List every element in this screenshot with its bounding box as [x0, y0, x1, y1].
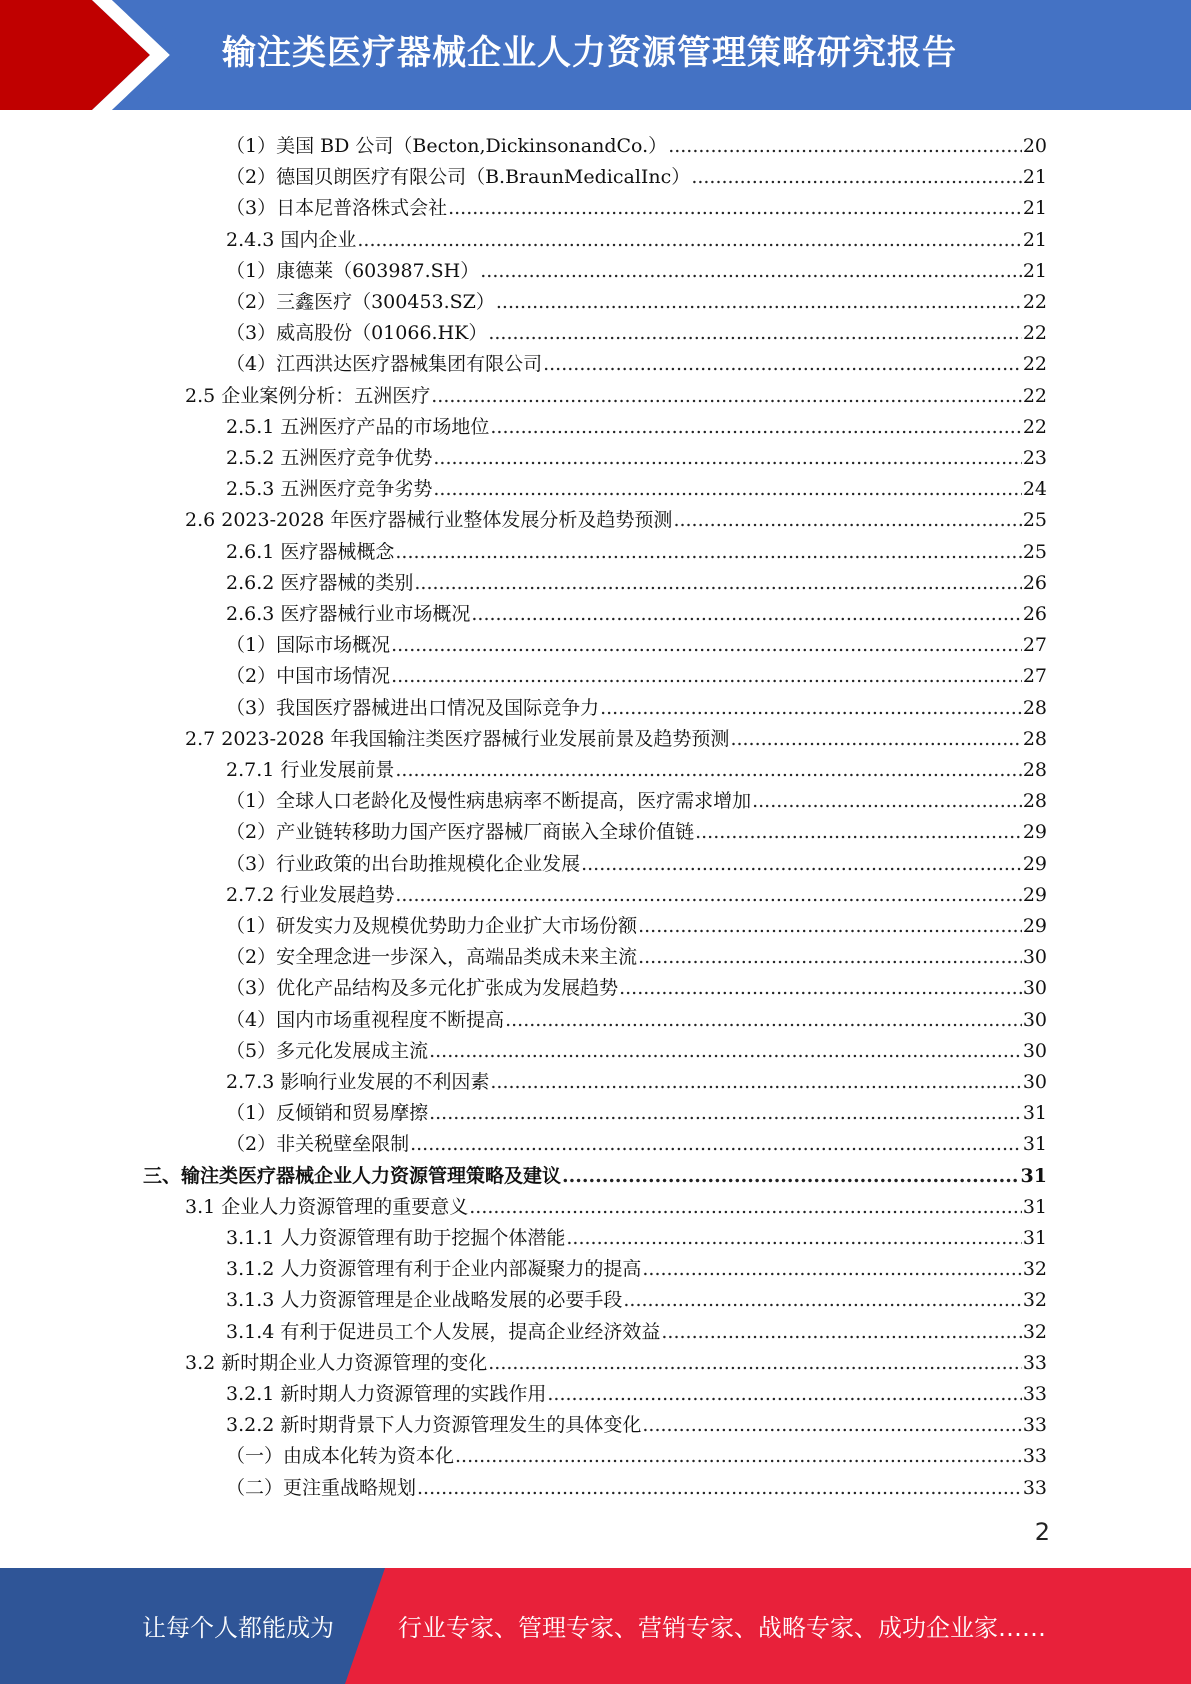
toc-entry-page: 31 [1022, 1133, 1047, 1156]
toc-entry[interactable] [226, 783, 1047, 814]
toc-entry-title: 2.5.1 五洲医疗产品的市场地位 [226, 415, 490, 438]
toc-entry[interactable] [226, 409, 1047, 440]
toc-dot-leader [490, 414, 1021, 440]
toc-entry-page: 31 [1022, 1102, 1047, 1125]
toc-entry[interactable] [226, 1002, 1047, 1033]
toc-dot-leader [673, 507, 1021, 533]
toc-entry-title: （3）日本尼普洛株式会社 [226, 197, 448, 220]
toc-dot-leader [417, 1475, 1022, 1501]
toc-entry[interactable] [226, 315, 1047, 346]
toc-dot-leader [357, 227, 1021, 253]
toc-dot-leader [638, 944, 1022, 970]
toc-entry[interactable] [185, 378, 1047, 409]
toc-dot-leader [448, 195, 1022, 221]
toc-dot-leader [429, 1038, 1022, 1064]
toc-entry-page: 33 [1022, 1383, 1047, 1405]
toc-entry-title: 3.1.1 人力资源管理有助于挖掘个体潜能 [226, 1227, 566, 1249]
toc-entry[interactable] [226, 939, 1047, 970]
toc-dot-leader [691, 164, 1022, 190]
toc-entry-page: 31 [1020, 1164, 1047, 1187]
toc-entry[interactable] [226, 1251, 1047, 1282]
toc-entry-title: 2.7.3 影响行业发展的不利因素 [226, 1071, 490, 1093]
toc-entry-title: 2.6.1 医疗器械概念 [226, 540, 395, 563]
toc-entry-page: 33 [1022, 1414, 1047, 1437]
toc-entry-page: 29 [1022, 883, 1047, 906]
toc-dot-leader [581, 851, 1022, 877]
toc-entry-page: 22 [1022, 415, 1047, 438]
toc-entry-title: （1）反倾销和贸易摩擦 [226, 1102, 429, 1125]
toc-entry-title: （一）由成本化转为资本化 [226, 1445, 455, 1468]
toc-entry-page: 30 [1022, 1039, 1047, 1062]
toc-dot-leader [433, 476, 1021, 502]
toc-dot-leader [455, 1443, 1022, 1469]
toc-entry[interactable] [226, 596, 1047, 627]
toc-entry[interactable] [143, 1158, 1047, 1189]
toc-entry[interactable] [226, 1220, 1047, 1251]
toc-entry-page: 30 [1022, 977, 1047, 1000]
toc-entry-page: 28 [1022, 727, 1047, 750]
toc-dot-leader [619, 975, 1022, 1001]
toc-entry[interactable] [226, 346, 1047, 377]
toc-entry-page: 22 [1022, 322, 1047, 345]
toc-entry-page: 29 [1022, 915, 1047, 937]
toc-entry[interactable] [226, 908, 1047, 939]
toc-entry-page: 33 [1022, 1351, 1047, 1374]
toc-entry-title: （4）江西洪达医疗器械集团有限公司 [226, 353, 543, 376]
toc-dot-leader [496, 289, 1022, 315]
toc-entry-title: 2.7 2023-2028 年我国输注类医疗器械行业发展前景及趋势预测 [185, 727, 730, 750]
toc-entry-page: 30 [1022, 946, 1047, 969]
toc-dot-leader [668, 133, 1022, 159]
toc-entry-page: 24 [1022, 478, 1047, 501]
toc-entry-page: 22 [1022, 291, 1047, 313]
toc-entry-page: 31 [1022, 1227, 1047, 1249]
toc-dot-leader [480, 258, 1022, 284]
toc-entry-title: 3.2.1 新时期人力资源管理的实践作用 [226, 1383, 547, 1405]
toc-entry-title: 2.5.3 五洲医疗竞争劣势 [226, 478, 433, 501]
toc-entry-page: 28 [1022, 696, 1047, 719]
toc-entry-title: （二）更注重战略规划 [226, 1476, 417, 1499]
toc-entry[interactable] [226, 658, 1047, 689]
toc-entry-title: 3.2 新时期企业人力资源管理的变化 [185, 1351, 488, 1374]
toc-entry[interactable] [226, 159, 1047, 190]
toc-entry-page: 33 [1022, 1476, 1047, 1499]
toc-entry[interactable] [226, 565, 1047, 596]
toc-entry-title: 2.5 企业案例分析：五洲医疗 [185, 384, 431, 407]
toc-entry[interactable] [226, 1376, 1047, 1407]
toc-dot-leader [562, 1163, 1020, 1189]
toc-entry[interactable] [185, 502, 1047, 533]
toc-entry-page: 27 [1022, 634, 1047, 657]
toc-entry[interactable] [226, 534, 1047, 565]
toc-entry-title: （2）安全理念进一步深入，高端品类成未来主流 [226, 946, 638, 969]
toc-entry-page: 25 [1022, 540, 1047, 563]
toc-dot-leader [395, 882, 1021, 908]
toc-dot-leader [469, 1194, 1022, 1220]
toc-dot-leader [547, 1381, 1021, 1407]
toc-dot-leader [391, 663, 1022, 689]
toc-entry[interactable] [226, 1282, 1047, 1313]
toc-entry[interactable] [226, 1470, 1047, 1501]
toc-dot-leader [471, 601, 1021, 627]
toc-entry-title: 2.7.1 行业发展前景 [226, 759, 395, 781]
toc-dot-leader [566, 1225, 1021, 1251]
toc-dot-leader [623, 1287, 1021, 1313]
toc-dot-leader [600, 695, 1022, 721]
toc-entry-page: 21 [1022, 197, 1047, 220]
toc-entry[interactable] [226, 846, 1047, 877]
toc-entry[interactable] [226, 877, 1047, 908]
toc-dot-leader [433, 445, 1021, 471]
toc-entry-page: 31 [1022, 1195, 1047, 1218]
toc-dot-leader [642, 1256, 1021, 1282]
toc-entry-title: （3）优化产品结构及多元化扩张成为发展趋势 [226, 977, 619, 1000]
toc-entry-page: 20 [1022, 135, 1047, 157]
toc-dot-leader [391, 632, 1022, 658]
toc-entry-title: （3）行业政策的出台助推规模化企业发展 [226, 852, 581, 875]
toc-dot-leader [431, 383, 1022, 409]
footer-slogan-left: 让每个人都能成为 [142, 1614, 334, 1642]
toc-entry-title: 2.4.3 国内企业 [226, 228, 357, 251]
toc-entry-page: 25 [1022, 509, 1047, 532]
toc-entry-page: 28 [1022, 790, 1047, 813]
toc-entry[interactable] [226, 1095, 1047, 1126]
toc-entry-title: 3.1.2 人力资源管理有利于企业内部凝聚力的提高 [226, 1258, 642, 1281]
toc-entry[interactable] [226, 471, 1047, 502]
toc-entry-page: 32 [1022, 1258, 1047, 1281]
toc-dot-leader [543, 351, 1022, 377]
toc-entry[interactable] [226, 253, 1047, 284]
toc-dot-leader [429, 1100, 1022, 1126]
toc-dot-leader [395, 757, 1021, 783]
toc-dot-leader [410, 1131, 1022, 1157]
toc-entry-title: （3）威高股份（01066.HK） [226, 322, 488, 345]
toc-dot-leader [488, 1350, 1022, 1376]
toc-dot-leader [638, 913, 1022, 939]
toc-entry[interactable] [226, 222, 1047, 253]
toc-dot-leader [395, 539, 1021, 565]
toc-dot-leader [488, 320, 1021, 346]
toc-entry-title: 3.1 企业人力资源管理的重要意义 [185, 1195, 469, 1218]
toc-entry[interactable] [226, 440, 1047, 471]
toc-entry-page: 23 [1022, 447, 1047, 469]
toc-entry-title: 2.6.2 医疗器械的类别 [226, 571, 414, 594]
toc-entry-page: 30 [1022, 1071, 1047, 1093]
toc-entry-page: 33 [1022, 1445, 1047, 1468]
toc-entry-title: （1）全球人口老龄化及慢性病患病率不断提高，医疗需求增加 [226, 790, 752, 813]
toc-dot-leader [642, 1412, 1021, 1438]
toc-entry-title: （2）三鑫医疗（300453.SZ） [226, 291, 495, 313]
toc-entry-title: 3.2.2 新时期背景下人力资源管理发生的具体变化 [226, 1414, 642, 1437]
toc-entry-page: 21 [1022, 228, 1047, 251]
toc-entry-title: 2.6 2023-2028 年医疗器械行业整体发展分析及趋势预测 [185, 509, 673, 532]
toc-entry-page: 22 [1022, 384, 1047, 407]
toc-entry-page: 32 [1022, 1320, 1047, 1343]
toc-entry[interactable] [185, 721, 1047, 752]
toc-entry[interactable] [226, 190, 1047, 221]
toc-entry[interactable] [226, 1438, 1047, 1469]
toc-entry[interactable] [226, 1407, 1047, 1438]
toc-entry-page: 26 [1022, 603, 1047, 625]
toc-entry[interactable] [226, 690, 1047, 721]
toc-entry-title: 三、输注类医疗器械企业人力资源管理策略及建议 [143, 1164, 562, 1187]
toc-entry-page: 27 [1022, 665, 1047, 688]
toc-entry[interactable] [226, 284, 1047, 315]
page-number: 2 [1034, 1518, 1050, 1546]
toc-entry-page: 26 [1022, 571, 1047, 594]
toc-entry-title: （2）德国贝朗医疗有限公司（B.BraunMedicalInc） [226, 166, 691, 189]
toc-entry-title: （3）我国医疗器械进出口情况及国际竞争力 [226, 696, 600, 719]
toc-entry-title: 2.5.2 五洲医疗竞争优势 [226, 447, 433, 469]
toc-entry[interactable] [226, 1314, 1047, 1345]
toc-dot-leader [505, 1007, 1022, 1033]
toc-entry-title: 3.1.3 人力资源管理是企业战略发展的必要手段 [226, 1289, 623, 1312]
toc-entry-page: 29 [1022, 821, 1047, 844]
page-footer [0, 1568, 1191, 1684]
toc-entry-title: （1）美国 BD 公司（Becton,DickinsonandCo.） [226, 135, 668, 157]
toc-entry-title: 2.7.2 行业发展趋势 [226, 883, 395, 906]
report-title: 输注类医疗器械企业人力资源管理策略研究报告 [222, 33, 957, 73]
toc-entry-title: （2）产业链转移助力国产医疗器械厂商嵌入全球价值链 [226, 821, 695, 844]
toc-entry[interactable] [226, 752, 1047, 783]
toc-entry[interactable] [226, 970, 1047, 1001]
toc-entry[interactable] [226, 1126, 1047, 1157]
toc-entry-title: （2）中国市场情况 [226, 665, 391, 688]
page-header [0, 0, 1191, 110]
toc-dot-leader [752, 788, 1022, 814]
toc-dot-leader [695, 819, 1022, 845]
toc-entry-page: 29 [1022, 852, 1047, 875]
footer-slogan-right: 行业专家、管理专家、营销专家、战略专家、成功企业家…… [398, 1614, 1046, 1642]
toc-entry-title: （2）非关税壁垒限制 [226, 1133, 410, 1156]
toc-entry[interactable] [185, 1345, 1047, 1376]
toc-entry[interactable] [226, 128, 1047, 159]
toc-entry-title: （4）国内市场重视程度不断提高 [226, 1008, 505, 1031]
toc-entry-title: 3.1.4 有利于促进员工个人发展，提高企业经济效益 [226, 1320, 661, 1343]
toc-entry-title: （1）康德莱（603987.SH） [226, 259, 480, 282]
toc-dot-leader [414, 570, 1021, 596]
toc-entry[interactable] [226, 627, 1047, 658]
toc-entry-title: 2.6.3 医疗器械行业市场概况 [226, 603, 471, 625]
toc-dot-leader [730, 726, 1021, 752]
toc-entry-page: 22 [1022, 353, 1047, 376]
toc-entry-page: 28 [1022, 759, 1047, 781]
toc-entry-title: （1）国际市场概况 [226, 634, 391, 657]
toc-entry-page: 21 [1022, 166, 1047, 189]
toc-entry-page: 32 [1022, 1289, 1047, 1312]
toc-entry[interactable] [226, 1033, 1047, 1064]
toc-entry-page: 21 [1022, 259, 1047, 282]
toc-entry[interactable] [226, 1064, 1047, 1095]
toc-entry-page: 30 [1022, 1008, 1047, 1031]
toc-entry-title: （5）多元化发展成主流 [226, 1039, 429, 1062]
toc-dot-leader [661, 1319, 1021, 1345]
toc-entry-title: （1）研发实力及规模优势助力企业扩大市场份额 [226, 915, 638, 937]
toc-dot-leader [490, 1069, 1021, 1095]
toc-entry[interactable] [185, 1189, 1047, 1220]
toc-entry[interactable] [226, 814, 1047, 845]
